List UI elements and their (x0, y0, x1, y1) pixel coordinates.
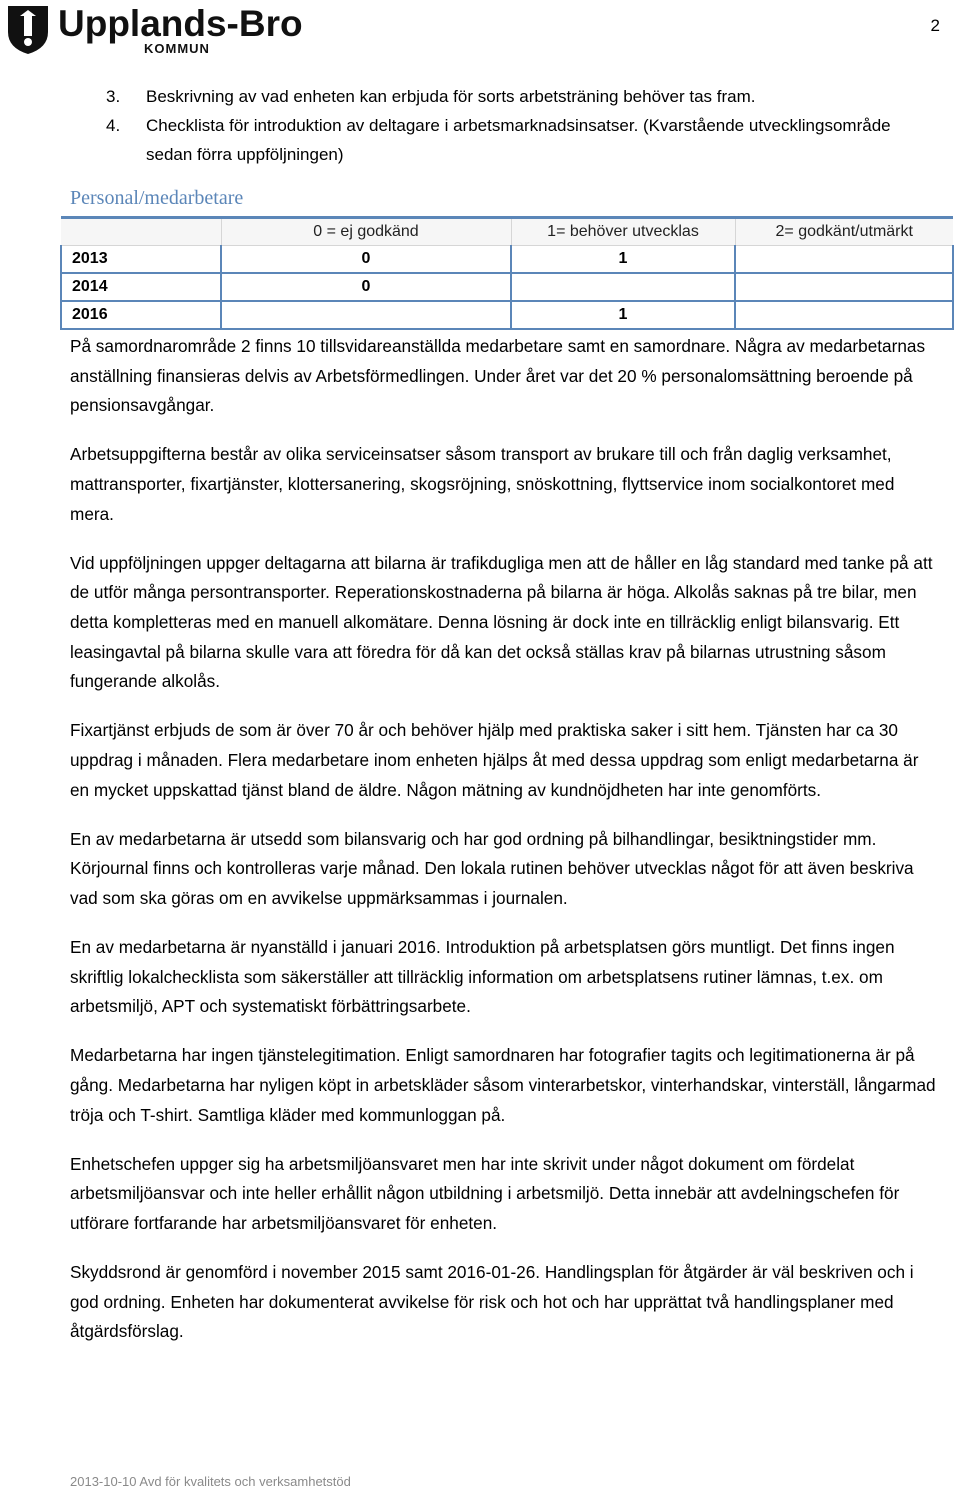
table-cell: 0 (221, 246, 511, 274)
municipality-logo (4, 2, 324, 56)
body-text (70, 332, 940, 1367)
list-item-number: 4. (106, 116, 121, 135)
table-cell-year: 2014 (61, 273, 221, 301)
table-row (61, 246, 953, 274)
logo-subtitle: KOMMUN (144, 41, 210, 56)
paragraph: Skyddsrond är genomförd i november 2015 samt 2016-01-26. Handlingsplan för åtgärder är väl beskriven och i god ordning. Enheten har dokumenterat avvikelse för risk och hot och har upprättat två handlingsplaner med åtgärdsförslag. (70, 1262, 914, 1342)
paragraph: Vid uppföljningen uppger deltagarna att bilarna är trafikdugliga men att de håller en låg standard med tanke på att de utför många persontransporter. Reperationskostnaderna på bilarna är höga. Alkolås saknas på tre bilar, men detta kompletteras med en manuell alkomätare. Denna lösning är dock inte en tillräcklig enligt bilansvarig. Ett leasingavtal på bilarna skulle vara att föredra för då kan det också ställas krav på bilarnas utrustning såsom fungerande alkolås. (70, 552, 933, 692)
list-item (106, 82, 926, 111)
table-header-cell: 0 = ej godkänd (221, 218, 511, 246)
page-number: 2 (930, 16, 940, 35)
paragraph: Fixartjänst erbjuds de som är över 70 år och behöver hjälp med praktiska saker i sitt hem. Tjänsten har ca 30 uppdrag i månaden. Flera medarbetare inom enheten hjälps åt med dessa uppdrag som enligt medarbetarna är en mycket uppskattad tjänst bland de äldre. Någon mätning av kundnöjdheten har inte genomförts. (70, 720, 919, 800)
table-cell-year: 2013 (61, 246, 221, 274)
table-cell (221, 301, 511, 329)
list-item-number: 3. (106, 87, 121, 106)
numbered-list (106, 82, 926, 169)
table-cell: 1 (511, 246, 735, 274)
list-item-text: Beskrivning av vad enheten kan erbjuda för sorts arbetsträning behöver tas fram. (146, 87, 756, 106)
paragraph: En av medarbetarna är utsedd som bilansvarig och har god ordning på bilhandlingar, besiktningstider mm. Körjournal finns och kontrolleras varje månad. Den lokala rutinen behöver utvecklas något för att även beskriva vad som ska göras om en avvikelse uppmärksammas i journalen. (70, 828, 914, 908)
table-row (61, 301, 953, 329)
coat-of-arms-icon (8, 6, 48, 54)
table-cell (735, 246, 953, 274)
paragraph: Enhetschefen uppger sig ha arbetsmiljöansvaret men har inte skrivit under något dokument om fördelat arbetsmiljöansvar och inte heller erhållit någon utbildning i arbetsmiljö. Detta innebär att avdelningschefen för utförare fortfarande har arbetsmiljöansvaret för enheten. (70, 1153, 900, 1233)
table-cell: 0 (221, 273, 511, 301)
paragraph: Arbetsuppgifterna består av olika serviceinsatser såsom transport av brukare till och från daglig verksamhet, mattransporter, fixartjänster, klottersanering, skogsröjning, snöskottning, flyttservice inom socialkontoret med mera. (70, 444, 895, 524)
paragraph: Medarbetarna har ingen tjänstelegitimation. Enligt samordnaren har fotografier tagits och legitimationerna är på gång. Medarbetarna har nyligen köpt in arbetskläder såsom vinterarbetskor, vinterhandskar, vinterställ, långarmad tröja och T-shirt. Samtliga kläder med kommunloggan på. (70, 1045, 936, 1125)
table-header-row (61, 218, 953, 246)
table-cell: 1 (511, 301, 735, 329)
paragraph: På samordnarområde 2 finns 10 tillsvidareanställda medarbetare samt en samordnare. Några av medarbetarnas anställning finansieras delvis av Arbetsförmedlingen. Under året var det 20 % personalomsättning beroende på pensionsavgångar. (70, 336, 926, 416)
table-header-cell: 1= behöver utvecklas (511, 218, 735, 246)
table-header-cell (61, 218, 221, 246)
page-footer: 2013-10-10 Avd för kvalitets och verksamhetstöd (70, 1474, 351, 1489)
table-row (61, 273, 953, 301)
table-cell (735, 273, 953, 301)
rating-table (60, 216, 952, 330)
section-heading: Personal/medarbetare (70, 187, 244, 209)
paragraph: En av medarbetarna är nyanställd i januari 2016. Introduktion på arbetsplatsen görs muntligt. Det finns ingen skriftlig lokalchecklista som säkerställer att tillräcklig information om arbetsplatsens rutiner lämnas, t.ex. om arbetsmiljö, APT och systematiskt förbättringsarbete. (70, 937, 895, 1017)
list-item (106, 111, 926, 169)
logo-name: Upplands-Bro (58, 3, 303, 44)
table-cell-year: 2016 (61, 301, 221, 329)
table-header-cell: 2= godkänt/utmärkt (735, 218, 953, 246)
page-header (0, 0, 960, 60)
list-item-text: Checklista för introduktion av deltagare i arbetsmarknadsinsatser. (Kvarstående utvecklingsområde sedan förra uppföljningen) (146, 116, 891, 164)
table-cell (511, 273, 735, 301)
table-cell (735, 301, 953, 329)
